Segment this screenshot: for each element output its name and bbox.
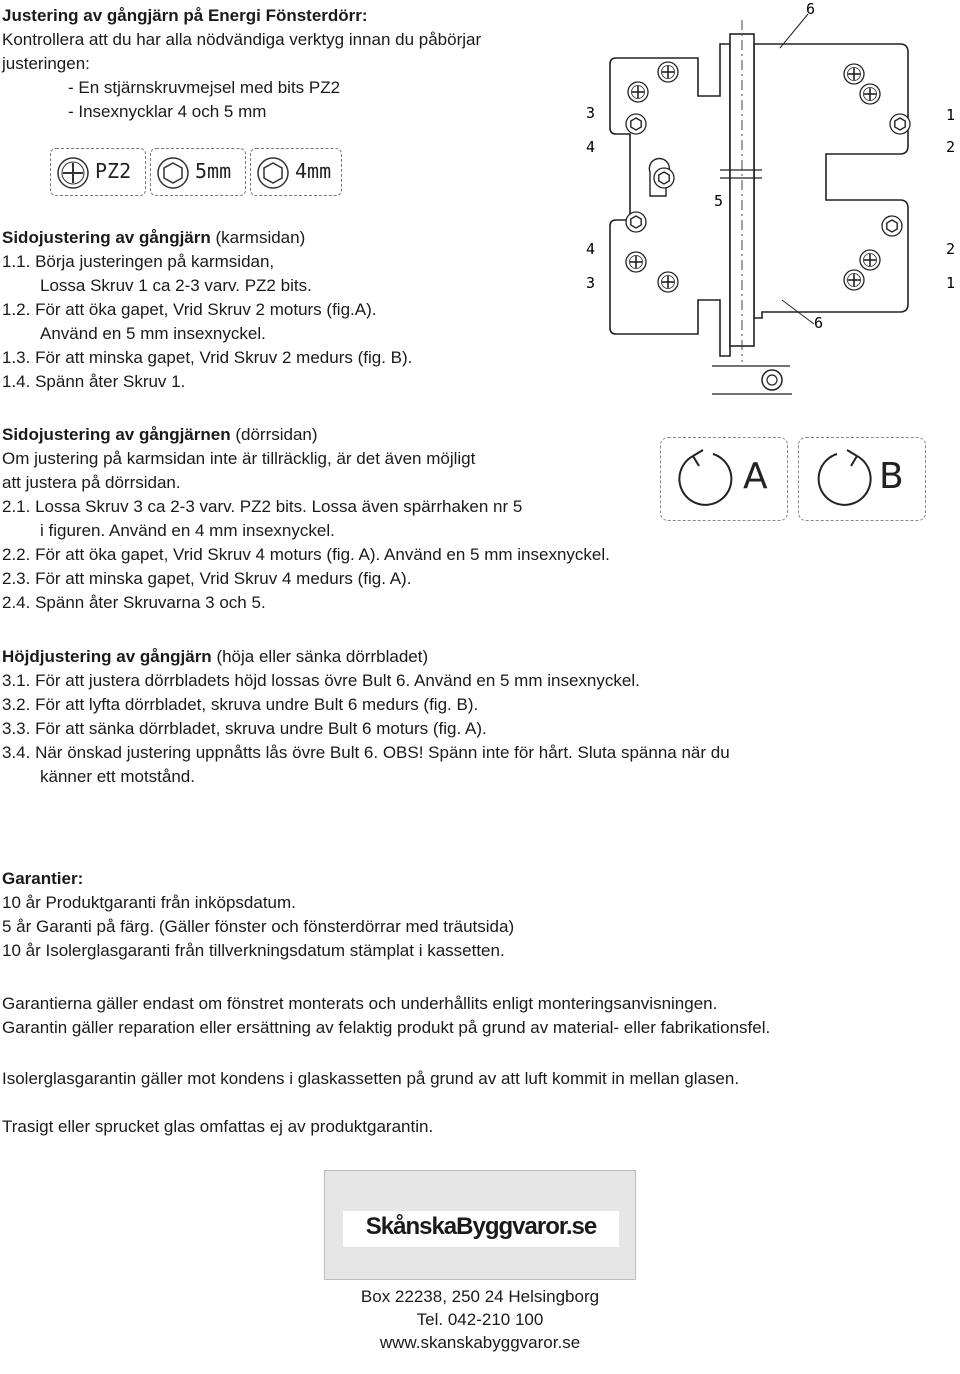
step-line: 1.3. För att minska gapet, Vrid Skruv 2 medurs (fig. B). — [2, 348, 413, 367]
step-line: Lossa Skruv 1 ca 2-3 varv. PZ2 bits. — [40, 276, 312, 295]
phillips-screw-icon — [55, 155, 91, 191]
section-heading-note: (karmsidan) — [215, 228, 306, 247]
tool-label: 5mm — [195, 159, 232, 183]
label-screw-1: 1 — [946, 106, 956, 124]
phone-line: Tel. 042-210 100 — [416, 1310, 544, 1329]
section-heading — [2, 645, 730, 669]
tool-4mm — [250, 148, 342, 196]
warranty-line: 5 år Garanti på färg. (Gäller fönster och fönsterdörrar med träutsida) — [2, 917, 515, 936]
hex-socket-icon — [155, 155, 191, 191]
step-line: Använd en 5 mm insexnyckel. — [40, 324, 266, 343]
address-line: Box 22238, 250 24 Helsingborg — [360, 1287, 600, 1306]
logo-text: SkånskaByggvaror.se — [365, 1213, 597, 1240]
hinge-diagram — [570, 0, 960, 410]
section-height — [2, 645, 730, 789]
tool-item: - En stjärnskruvmejsel med bits PZ2 — [68, 78, 341, 97]
intro-line: Kontrollera att du har alla nödvändiga verktyg innan du påbörjar — [2, 30, 482, 49]
section-heading-bold: Sidojustering av gångjärnen — [2, 425, 231, 444]
label-screw-3: 3 — [586, 104, 596, 122]
tool-pz2 — [50, 148, 146, 196]
step-line: känner ett motstånd. — [40, 767, 195, 786]
warranty-paragraph: Garantierna gäller endast om fönstret monterats och underhållits enligt monteringsanvisningen. — [2, 994, 718, 1013]
section-heading-note: (dörrsidan) — [235, 425, 318, 444]
label-screw-4: 4 — [586, 138, 596, 156]
step-line: 1.1. Börja justeringen på karmsidan, — [2, 252, 275, 271]
warranty-heading: Garantier: — [2, 869, 84, 888]
label-bolt-6-bottom: 6 — [814, 314, 824, 332]
counterclockwise-arrow-icon — [673, 446, 739, 512]
step-line: 2.3. För att minska gapet, Vrid Skruv 4 medurs (fig. A). — [2, 569, 412, 588]
warranty-terms — [2, 992, 770, 1040]
warranty-block — [2, 867, 514, 963]
label-screw-2: 2 — [946, 138, 956, 156]
figure-b-clockwise — [798, 437, 926, 521]
tool-item: - Insexnycklar 4 och 5 mm — [68, 102, 267, 121]
section-heading-bold: Sidojustering av gångjärn — [2, 228, 211, 247]
section-heading-note: (höja eller sänka dörrbladet) — [216, 647, 429, 666]
step-line: 1.2. För att öka gapet, Vrid Skruv 2 moturs (fig.A). — [2, 300, 377, 319]
tool-label: 4mm — [295, 159, 332, 183]
section-side-frame — [2, 226, 412, 394]
label-screw-1-lower: 1 — [946, 274, 956, 292]
intro-line: justeringen: — [2, 54, 90, 73]
clockwise-arrow-icon — [811, 446, 877, 512]
tool-5mm — [150, 148, 246, 196]
warranty-paragraph: Trasigt eller sprucket glas omfattas ej av produktgarantin. — [2, 1117, 434, 1136]
step-line: att justera på dörrsidan. — [2, 473, 181, 492]
warranty-line: 10 år Produktgaranti från inköpsdatum. — [2, 893, 296, 912]
tool-label: PZ2 — [95, 159, 132, 183]
label-screw-3-lower: 3 — [586, 274, 596, 292]
step-line: 1.4. Spänn åter Skruv 1. — [2, 372, 186, 391]
step-line: 2.2. För att öka gapet, Vrid Skruv 4 moturs (fig. A). Använd en 5 mm insexnyckel. — [2, 545, 610, 564]
step-line: 2.4. Spänn åter Skruvarna 3 och 5. — [2, 593, 266, 612]
step-line: 3.3. För att sänka dörrbladet, skruva undre Bult 6 moturs (fig. A). — [2, 719, 487, 738]
website-link[interactable]: www.skanskabyggvaror.se — [379, 1333, 581, 1352]
label-screw-2-lower: 2 — [946, 240, 956, 258]
warranty-line: 10 år Isolerglasgaranti från tillverkningsdatum stämplat i kassetten. — [2, 941, 505, 960]
hex-socket-icon — [255, 155, 291, 191]
warranty-paragraph: Garantin gäller reparation eller ersättning av felaktig produkt på grund av material- eller fabrikationsfel. — [2, 1018, 771, 1037]
page-title: Justering av gångjärn på Energi Fönsterdörr: — [2, 6, 368, 25]
label-screw-4-lower: 4 — [586, 240, 596, 258]
step-line: 2.1. Lossa Skruv 3 ca 2-3 varv. PZ2 bits. Lossa även spärrhaken nr 5 — [2, 497, 523, 516]
step-line: 3.4. När önskad justering uppnåtts lås övre Bult 6. OBS! Spänn inte för hårt. Sluta spänna när du — [2, 743, 730, 762]
figure-b-label: B — [879, 456, 904, 497]
step-line: i figuren. Använd en 4 mm insexnyckel. — [40, 521, 335, 540]
company-logo — [324, 1170, 636, 1280]
step-line: 3.2. För att lyfta dörrbladet, skruva undre Bult 6 medurs (fig. B). — [2, 695, 479, 714]
section-heading — [2, 423, 610, 447]
section-heading — [2, 226, 412, 250]
label-bolt-6-top: 6 — [806, 0, 816, 18]
label-latch-5: 5 — [714, 192, 724, 210]
intro-block — [2, 4, 481, 124]
figure-a-label: A — [743, 456, 768, 497]
section-side-door — [2, 423, 610, 615]
section-heading-bold: Höjdjustering av gångjärn — [2, 647, 212, 666]
step-line: 3.1. För att justera dörrbladets höjd lossas övre Bult 6. Använd en 5 mm insexnyckel. — [2, 671, 640, 690]
warranty-paragraph: Isolerglasgarantin gäller mot kondens i glaskassetten på grund av att luft kommit in mellan glasen. — [2, 1069, 740, 1088]
step-line: Om justering på karmsidan inte är tillräcklig, är det även möjligt — [2, 449, 476, 468]
figure-a-counterclockwise — [660, 437, 788, 521]
